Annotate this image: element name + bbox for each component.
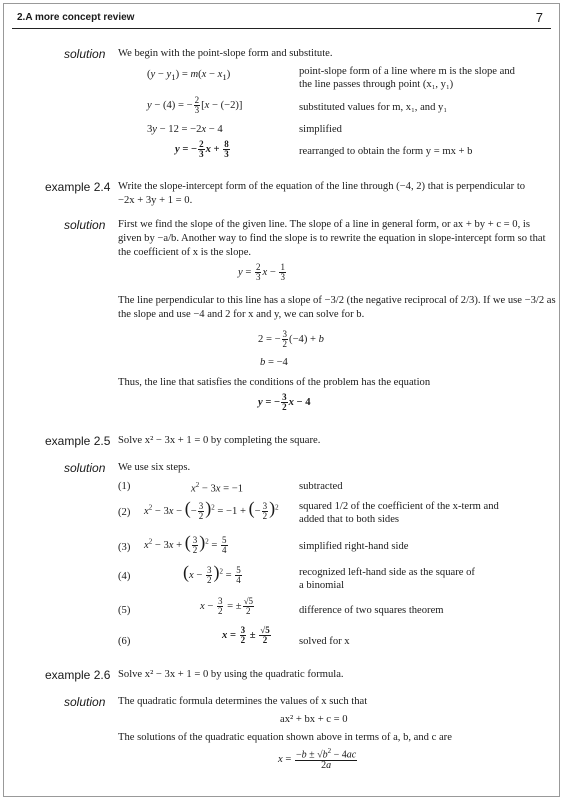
note: substituted values for m, x₁, and y₁ [299, 102, 448, 113]
note: difference of two squares theorem [299, 605, 444, 616]
note: subtracted [299, 481, 343, 492]
equation-substituted: y − (4) = − $\frac{2}{3}$ [x − (−2)] [147, 95, 243, 115]
equation-simplified: 3y − 12 = −2x − 4 [147, 124, 223, 135]
step-number: (5) [118, 605, 131, 616]
problem-text: −2x + 3y + 1 = 0. [118, 195, 193, 206]
note: a binomial [299, 580, 345, 591]
note: point-slope form of a line where m is the slope and [299, 66, 515, 77]
note: solved for x [299, 636, 350, 647]
problem-text: Solve x² − 3x + 1 = 0 by using the quadratic formula. [118, 669, 344, 680]
step-number: (6) [118, 636, 131, 647]
page-number: 7 [535, 10, 543, 25]
equation-general: ax² + bx + c = 0 [280, 714, 348, 725]
note: simplified [299, 124, 342, 135]
paragraph: Thus, the line that satisfies the conditions of the problem has the equation [118, 377, 431, 388]
step-equation: x = $\frac{3}{2}$ ± $\frac{√5}{2}$ [222, 625, 270, 645]
solution-label: solution [64, 461, 106, 475]
note: squared 1/2 of the coefficient of the x-term and [299, 501, 499, 512]
section-header: 2.A more concept review [17, 12, 135, 23]
equation-result: y = − $\frac{2}{3}$ x + $\frac{8}{3}$ [175, 139, 229, 159]
solution-label: solution [64, 218, 106, 232]
solution-label: solution [64, 47, 106, 61]
step-equation: (x − $\frac{3}{2}$ )$^2$ = $\frac{5}{4}$ [183, 562, 241, 586]
step-equation: $x^2 - 3x = -1$ [191, 481, 244, 495]
equation-answer: y = − $\frac{3}{2}$ x − 4 [258, 392, 311, 412]
equation-b-value: b = −4 [260, 357, 288, 368]
paragraph: The solutions of the quadratic equation shown above in terms of a, b, and c are [118, 732, 452, 743]
paragraph: the slope and use −4 and 2 for x and y, we can solve for b. [118, 309, 365, 320]
equation-solve-b: 2 = − $\frac{3}{2}$ (−4) + b [258, 329, 324, 349]
intro-text: We begin with the point-slope form and substitute. [118, 48, 333, 59]
equation-quadratic-formula: x = $\frac{-b \pm √b^2 - 4ac}{2a}$ [278, 747, 357, 772]
example-label: example 2.5 [45, 434, 111, 448]
equation-point-slope: $(y - y_1) = m(x - x_1)$ [147, 69, 231, 83]
paragraph: the coefficient of x is the slope. [118, 247, 252, 258]
step-number: (1) [118, 481, 131, 492]
solution-label: solution [64, 695, 106, 709]
note: simplified right-hand side [299, 541, 409, 552]
step-number: (3) [118, 542, 131, 553]
problem-text: Write the slope-intercept form of the equation of the line through (−4, 2) that is perpendicular to [118, 181, 526, 192]
problem-text: Solve x² − 3x + 1 = 0 by completing the square. [118, 435, 321, 446]
step-equation: x − $\frac{3}{2}$ = ± $\frac{√5}{2}$ [200, 596, 254, 616]
paragraph: The line perpendicular to this line has a slope of −3/2 (the negative reciprocal of 2/3). If we use −3/2 as [118, 295, 556, 306]
note: the line passes through point (x₁, y₁) [299, 79, 454, 90]
step-equation: $x^2 - 3x$ − (− $\frac{3}{2}$ )$^2$ = −1 + (− $\frac{3}{2}$ )$^2$ [144, 498, 279, 522]
note: rearranged to obtain the form y = mx + b [299, 146, 473, 157]
paragraph: The quadratic formula determines the values of x such that [118, 696, 368, 707]
example-label: example 2.6 [45, 668, 111, 682]
paragraph: First we find the slope of the given line. The slope of a line in general form, or ax + by + c = 0, is [118, 219, 530, 230]
header-rule [12, 28, 551, 29]
step-equation: $x^2 - 3x$ + ( $\frac{3}{2}$ )$^2$ = $\frac{5}{4}$ [144, 532, 227, 556]
note: added that to both sides [299, 514, 400, 525]
intro-text: We use six steps. [118, 462, 191, 473]
example-label: example 2.4 [45, 180, 111, 194]
step-number: (2) [118, 507, 131, 518]
equation-slope-form: y = $\frac{2}{3}$ x − $\frac{1}{3}$ [238, 262, 285, 282]
step-number: (4) [118, 571, 131, 582]
note: recognized left-hand side as the square of [299, 567, 475, 578]
paragraph: given by −a/b. Another way to find the slope is to rewrite the equation in slope-intercept form so that [118, 233, 546, 244]
